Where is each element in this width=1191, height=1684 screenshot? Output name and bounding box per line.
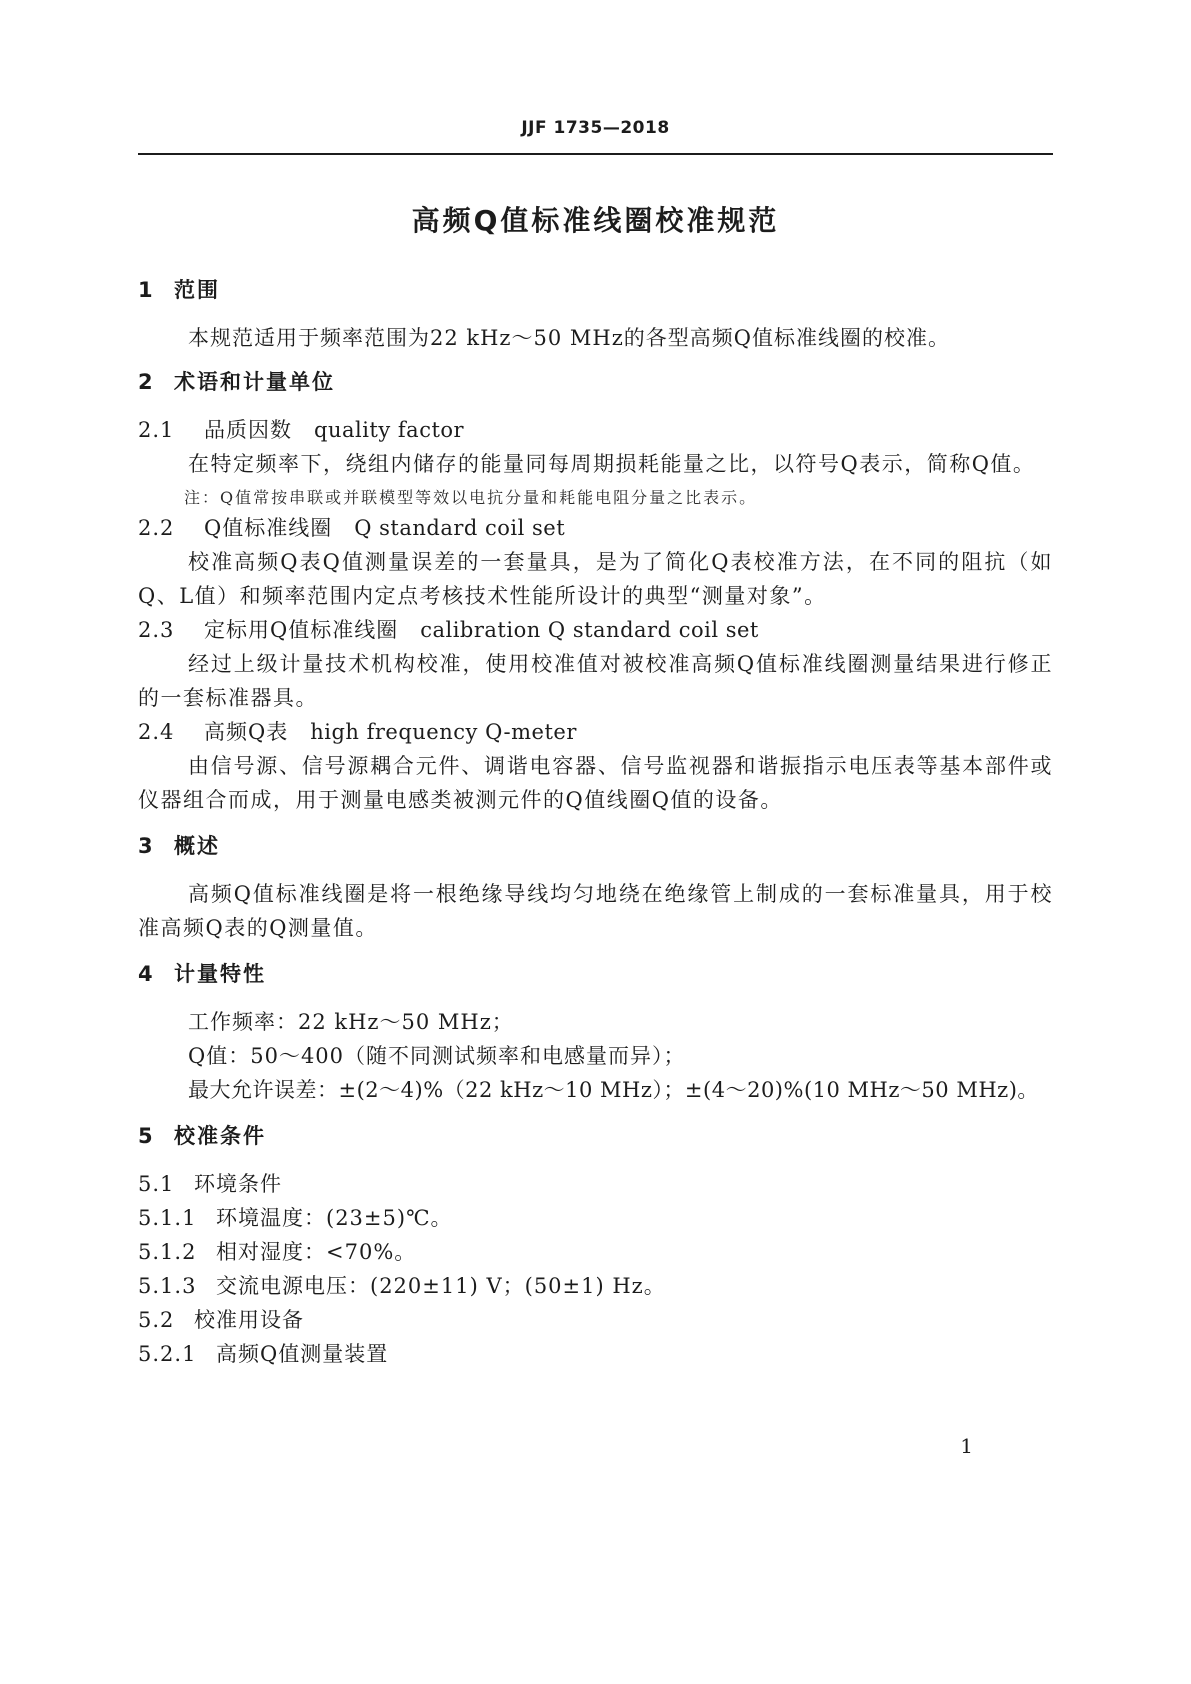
clause-number: 5.1.3 <box>138 1274 197 1298</box>
spec-operating-frequency: 工作频率：22 kHz～50 MHz； <box>188 1010 514 1034</box>
section-4-heading <box>138 959 1053 989</box>
section-5-heading <box>138 1121 1053 1151</box>
clause-5-2-1 <box>138 1337 1053 1371</box>
spec-max-error: 最大允许误差：±(2～4)%（22 kHz～10 MHz）；±(4～20)%(10 MHz～50 MHz)。 <box>188 1078 1039 1102</box>
term-name: 定标用Q值标准线圈 <box>204 618 399 642</box>
section-title: 计量特性 <box>174 962 266 986</box>
term-name: 品质因数 <box>204 418 292 442</box>
section-3-heading <box>138 831 1053 861</box>
term-english: calibration Q standard coil set <box>420 618 759 642</box>
section-title: 术语和计量单位 <box>174 370 335 394</box>
section-title: 校准条件 <box>174 1124 266 1148</box>
section-3-text: 高频Q值标准线圈是将一根绝缘导线均匀地绕在绝缘管上制成的一套标准量具，用于校准高频Q表的Q测量值。 <box>138 882 1053 940</box>
term-2-2-definition: 校准高频Q表Q值测量误差的一套量具，是为了简化Q表校准方法，在不同的阻抗（如Q、L值）和频率范围内定点考核技术性能所设计的典型“测量对象”。 <box>138 550 1053 608</box>
section-1-text: 本规范适用于频率范围为22 kHz～50 MHz的各型高频Q值标准线圈的校准。 <box>188 326 950 350</box>
clause-5-1-1 <box>138 1201 1053 1235</box>
clause-text: 校准用设备 <box>194 1308 304 1332</box>
clause-number: 2.4 <box>138 720 175 744</box>
term-english: Q standard coil set <box>354 516 566 540</box>
clause-text: 相对湿度：<70%。 <box>216 1240 417 1264</box>
term-name: 高频Q表 <box>204 720 289 744</box>
clause-text: 高频Q值测量装置 <box>216 1342 389 1366</box>
clause-number: 5.2 <box>138 1308 175 1332</box>
term-name: Q值标准线圈 <box>204 516 333 540</box>
term-2-1 <box>138 413 1053 447</box>
section-title: 概述 <box>174 834 220 858</box>
clause-5-2 <box>138 1303 1053 1337</box>
section-number: 2 <box>138 370 153 394</box>
clause-number: 2.1 <box>138 418 175 442</box>
clause-number: 2.3 <box>138 618 175 642</box>
doc-code-header: JJF 1735—2018 <box>521 118 670 138</box>
clause-number: 5.2.1 <box>138 1342 197 1366</box>
clause-text: 交流电源电压：(220±11) V；(50±1) Hz。 <box>216 1274 666 1298</box>
term-2-3-definition: 经过上级计量技术机构校准，使用校准值对被校准高频Q值标准线圈测量结果进行修正的一套标准器具。 <box>138 652 1053 710</box>
clause-number: 5.1.2 <box>138 1240 197 1264</box>
clause-number: 5.1.1 <box>138 1206 197 1230</box>
term-2-4-definition: 由信号源、信号源耦合元件、调谐电容器、信号监视器和谐振指示电压表等基本部件或仪器组合而成，用于测量电感类被测元件的Q值线圈Q值的设备。 <box>138 754 1053 812</box>
term-english: quality factor <box>314 418 465 442</box>
term-2-1-note: 注：Q值常按串联或并联模型等效以电抗分量和耗能电阻分量之比表示。 <box>184 488 758 507</box>
term-2-3 <box>138 613 1053 647</box>
term-2-2 <box>138 511 1053 545</box>
term-english: high frequency Q-meter <box>310 720 577 744</box>
clause-number: 2.2 <box>138 516 175 540</box>
document-title: 高频Q值标准线圈校准规范 <box>411 204 780 237</box>
spec-q-value: Q值：50～400（随不同测试频率和电感量而异）； <box>188 1044 686 1068</box>
page-number: 1 <box>960 1434 973 1458</box>
term-2-4 <box>138 715 1053 749</box>
section-number: 1 <box>138 278 153 302</box>
section-1-heading <box>138 275 1053 305</box>
term-2-1-definition: 在特定频率下，绕组内储存的能量同每周期损耗能量之比，以符号Q表示，简称Q值。 <box>188 452 1036 476</box>
clause-text: 环境温度：(23±5)℃。 <box>216 1206 453 1230</box>
clause-number: 5.1 <box>138 1172 175 1196</box>
section-2-heading <box>138 367 1053 397</box>
section-number: 5 <box>138 1124 153 1148</box>
header-rule <box>138 153 1053 155</box>
clause-5-1-3 <box>138 1269 1053 1303</box>
clause-text: 环境条件 <box>194 1172 282 1196</box>
section-number: 4 <box>138 962 153 986</box>
clause-5-1 <box>138 1167 1053 1201</box>
section-title: 范围 <box>174 278 220 302</box>
clause-5-1-2 <box>138 1235 1053 1269</box>
section-number: 3 <box>138 834 153 858</box>
